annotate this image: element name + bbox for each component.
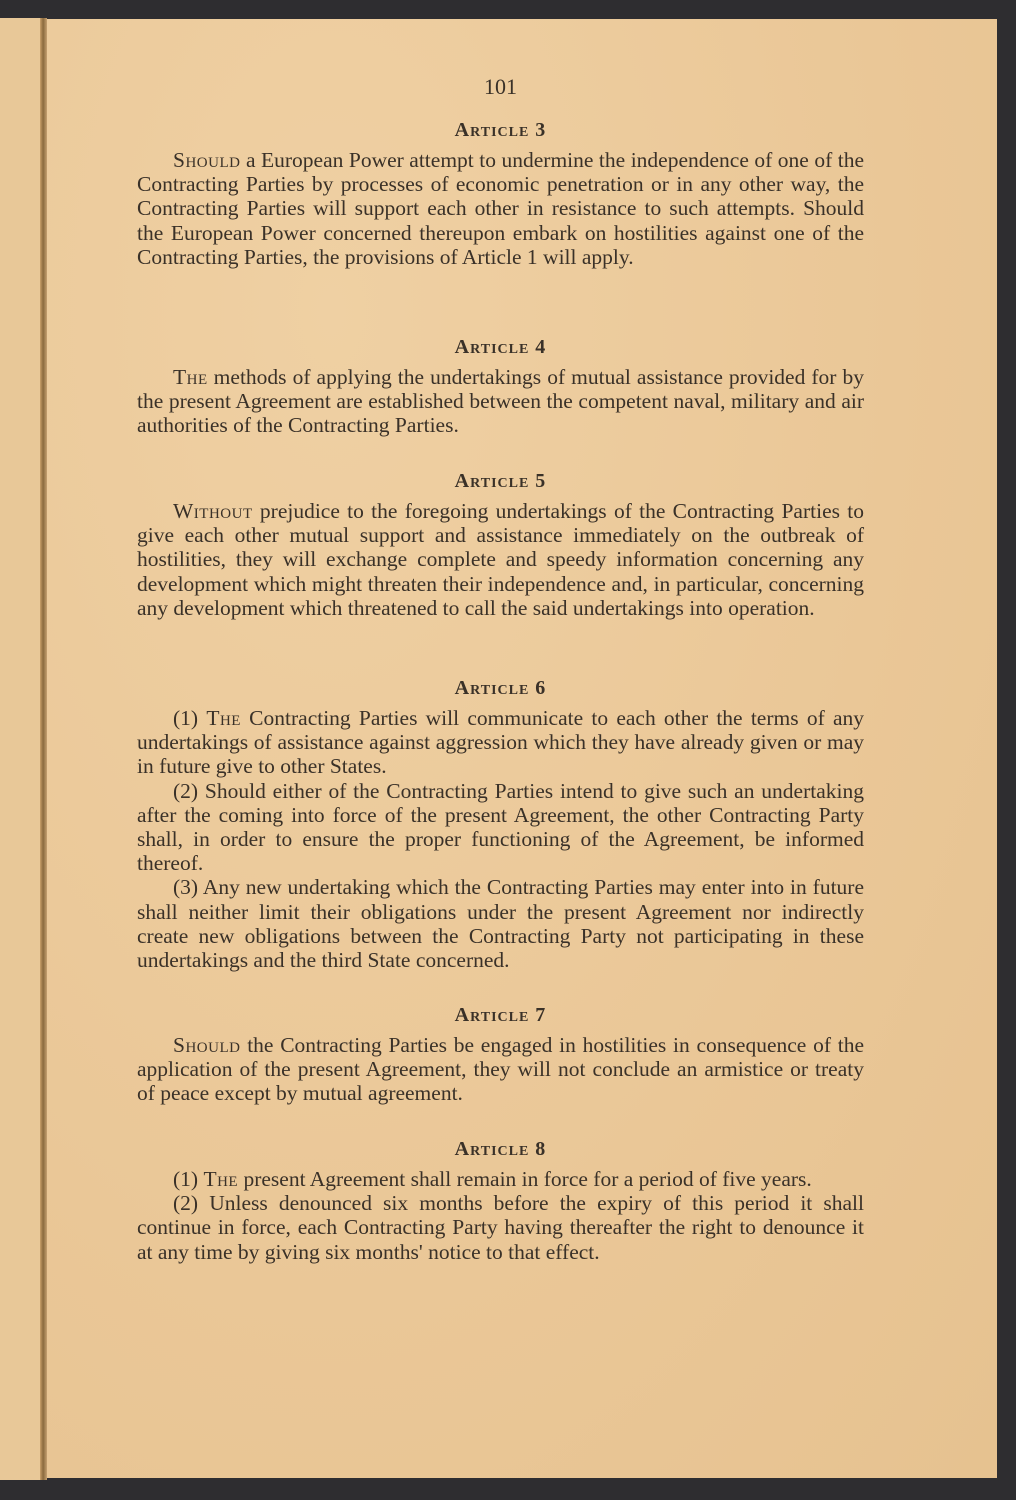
article-5 bbox=[137, 470, 864, 620]
article-heading: Article 8 bbox=[454, 1138, 547, 1160]
article-paragraph: (2) Should either of the Contracting Parties intend to give such an undertaking after the coming into force of the present Agreement, the other Contracting Party shall, in order to ensure the proper functioning of the Agreement, be informed thereof. bbox=[137, 778, 864, 876]
article-paragraph: (1) The present Agreement shall remain in force for a period of five years. bbox=[173, 1167, 812, 1191]
article-paragraph: Should the Contracting Parties be engaged in hostilities in consequence of the application of the present Agreement, they will not conclude an armistice or treaty of peace except by mutual agreement. bbox=[137, 1033, 864, 1106]
article-heading: Article 4 bbox=[454, 336, 547, 358]
article-paragraph: The methods of applying the undertakings of mutual assistance provided for by the present Agreement are established between the competent naval, military and air authorities of the Contracting Parties. bbox=[137, 365, 864, 438]
article-paragraph: (1) The Contracting Parties will communicate to each other the terms of any undertakings of assistance against aggression which they have already given or may in future give to other States. bbox=[137, 706, 865, 779]
article-6 bbox=[137, 677, 864, 972]
page-gutter bbox=[40, 18, 47, 1480]
article-heading: Article 3 bbox=[454, 119, 547, 141]
article-3 bbox=[137, 119, 864, 269]
article-paragraph: (2) Unless denounced six months before the expiry of this period it shall continue in force, each Contracting Party having thereafter the right to denounce it at any time by giving six months' notice to that effect. bbox=[137, 1191, 864, 1264]
article-7 bbox=[137, 1004, 864, 1106]
article-paragraph: Should a European Power attempt to undermine the independence of one of the Contracting Parties by processes of economic penetration or in any other way, the Contracting Parties will support each other in resistance to such attempts. Should the European Power concerned thereupon embark on hostilities against one of the Contracting Parties, the provisions of Article 1 will apply. bbox=[137, 148, 864, 269]
page-number: 101 bbox=[484, 74, 517, 99]
article-paragraph: (3) Any new undertaking which the Contracting Parties may enter into in future shall neither limit their obligations under the present Agreement nor indirectly create new obligations between the Contracting Party not participating in these undertakings and the third State concerned. bbox=[137, 875, 864, 973]
book-spine bbox=[0, 18, 40, 1480]
article-heading: Article 6 bbox=[454, 677, 547, 699]
article-4 bbox=[137, 336, 864, 438]
article-heading: Article 7 bbox=[454, 1004, 547, 1026]
page-content bbox=[137, 0, 864, 1500]
article-paragraph: Without prejudice to the foregoing undertakings of the Contracting Parties to give each other mutual support and assistance immediately on the outbreak of hostilities, they will exchange complete and speedy information concerning any development which might threaten their independence and, in particular, concerning any development which threatened to call the said undertakings into operation. bbox=[137, 499, 864, 620]
article-heading: Article 5 bbox=[454, 470, 547, 492]
article-8 bbox=[137, 1138, 864, 1264]
